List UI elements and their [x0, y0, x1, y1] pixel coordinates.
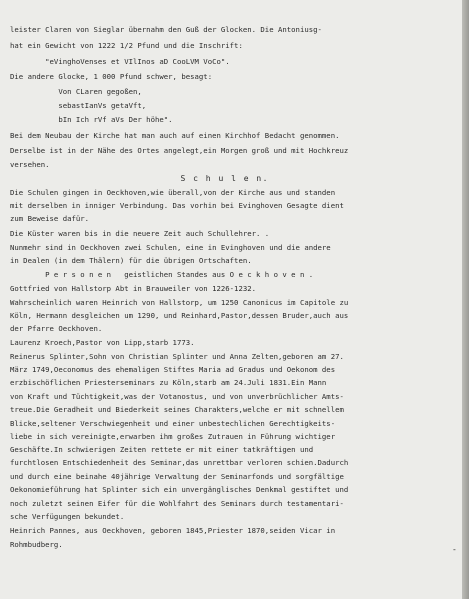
margin-mark: - — [452, 545, 457, 554]
text-line: erzbischöflichen Priesterseminars zu Köln,starb am 24.Juli 1831.Ein Mann — [10, 378, 327, 387]
text-line: Blicke,seltener Verschwiegenheit und einer unbestechlichen Gerechtigkeits- — [10, 419, 336, 428]
text-line: sebastIanVs getaVft, — [10, 101, 147, 110]
text-line: Reinerus Splinter,Sohn von Christian Splinter und Anna Zelten,geboren am 27. — [10, 352, 344, 361]
text-line: Oekonomieführung hat Splinter sich ein unvergänglisches Denkmal gestiftet und — [10, 485, 349, 494]
text-line: Die Schulen gingen in Oeckhoven,wie überall,von der Kirche aus und standen — [10, 188, 336, 197]
text-line: liebe in sich vereinigte,erwarben ihm großes Zutrauen in Führung wichtiger — [10, 432, 336, 441]
text-line: treue.Die Geradheit und Biederkeit seines Charakters,welche er mit schnellem — [10, 405, 344, 414]
text-line: hat ein Gewicht von 1222 1/2 Pfund und die Inschrift: — [10, 41, 243, 50]
text-line: Die Küster waren bis in die neuere Zeit auch Schullehrer. . — [10, 229, 270, 238]
text-line: März 1749,Oeconomus des ehemaligen Stiftes Maria ad Gradus und Oekonom des — [10, 365, 336, 374]
section-heading-personen: P e r s o n e n geistlichen Standes aus O e c k h o v e n . — [10, 270, 314, 279]
text-line: Bei dem Neubau der Kirche hat man auch auf einen Kirchhof Bedacht genommen. — [10, 131, 340, 140]
text-line: Von CLaren gegoßen, — [10, 87, 142, 96]
text-line: der Pfarre Oeckhoven. — [10, 324, 103, 333]
text-line: Heinrich Pannes, aus Oeckhoven, geboren 1845,Priester 1870,seiden Vicar in — [10, 526, 336, 535]
text-line: Derselbe ist in der Nähe des Ortes angelegt,ein Morgen groß und mit Hochkreuz — [10, 146, 349, 155]
text-line: Geschäfte.In schwierigen Zeiten rettete er mit einer tatkräftigen und — [10, 445, 314, 454]
text-line: "eVinghoVenses et VIlInos aD CooLVM VoCo". — [10, 57, 230, 66]
text-line: sche Verfügungen bekundet. — [10, 512, 125, 521]
text-line: Köln, Hermann desgleichen um 1290, und Reinhard,Pastor,dessen Bruder,auch aus — [10, 311, 349, 320]
text-line: zum Beweise dafür. — [10, 214, 90, 223]
text-line: von Kraft und Tüchtigkeit,was der Votanostus, und von unverbrüchlicher Amts- — [10, 392, 344, 401]
text-line: bIn Ich rVf aVs Der höhe". — [10, 115, 173, 124]
text-line: Rohmbudberg. — [10, 540, 63, 549]
text-line: in Dealen (in dem Thälern) für die übrigen Ortschaften. — [10, 256, 252, 265]
text-line: leister Claren von Sieglar übernahm den Guß der Glocken. Die Antoniusg- — [10, 25, 322, 34]
text-line: mit derselben in inniger Verbindung. Das vorhin bei Evinghoven Gesagte dient — [10, 201, 344, 210]
text-line: Die andere Glocke, 1 000 Pfund schwer, besagt: — [10, 72, 213, 81]
text-line: Wahrscheinlich waren Heinrich von Hallstorp, um 1250 Canonicus im Capitole zu — [10, 298, 349, 307]
text-line: noch zuletzt seinen Eifer für die Wohlfahrt des Seminars durch testamentari- — [10, 499, 344, 508]
text-line: und durch eine beinahe 40jährige Verwaltung der Seminarfonds und sorgfältige — [10, 472, 344, 481]
text-line: Laurenz Kroech,Pastor von Lipp,starb 1773. — [10, 338, 195, 347]
text-line: furchtlosen Entschiedenheit des Seminar,das unrettbar verloren schien.Dadurch — [10, 458, 349, 467]
text-line: versehen. — [10, 160, 50, 169]
text-line: Nunmehr sind in Oeckhoven zwei Schulen, eine in Evinghoven und die andere — [10, 243, 331, 252]
page-edge — [462, 0, 469, 599]
text-line: Gottfried von Hallstorp Abt in Brauweiler von 1226-1232. — [10, 284, 257, 293]
section-heading-schulen: S c h u l e n. — [10, 174, 269, 183]
